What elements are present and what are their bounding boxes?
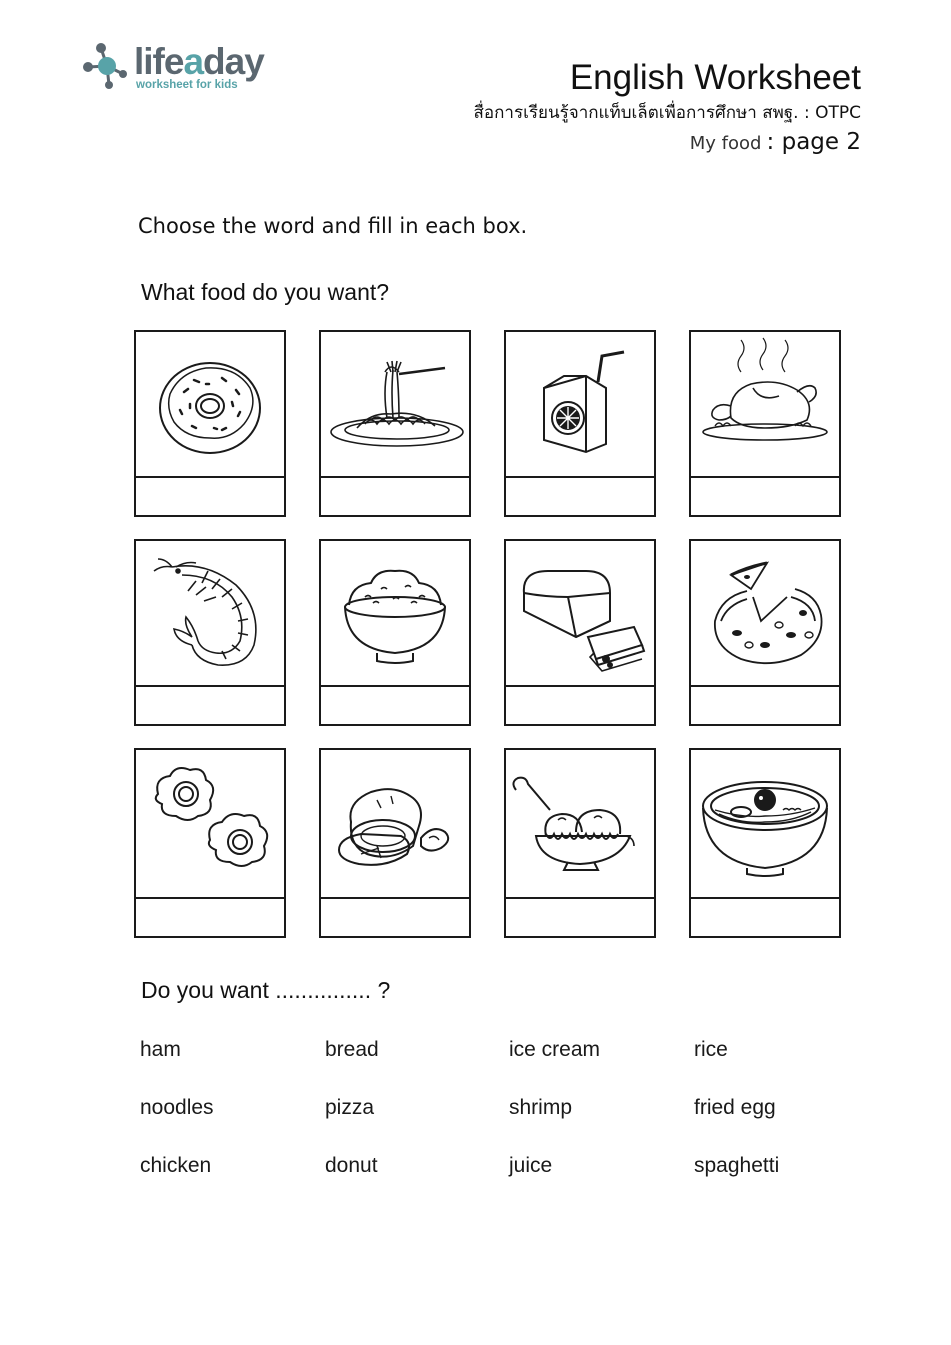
food-card — [134, 330, 286, 517]
food-picture — [136, 750, 284, 899]
bread-loaf-icon — [506, 541, 654, 683]
logo-wordmark: lifeaday — [134, 41, 264, 82]
word-bank-item: chicken — [140, 1154, 212, 1177]
food-card — [319, 748, 471, 938]
food-picture — [691, 750, 839, 899]
food-picture — [321, 541, 469, 687]
juice-box-icon — [506, 332, 654, 474]
roast-chicken-icon — [691, 332, 839, 474]
page-number: : page 2 — [766, 129, 861, 155]
answer-box[interactable] — [321, 685, 469, 724]
food-picture — [506, 750, 654, 899]
food-card — [319, 330, 471, 517]
rice-bowl-icon — [321, 541, 469, 683]
answer-box[interactable] — [506, 476, 654, 515]
answer-box[interactable] — [691, 897, 839, 936]
answer-box[interactable] — [321, 897, 469, 936]
word-bank-item: bread — [325, 1038, 379, 1061]
ice-cream-icon — [506, 750, 654, 892]
page-indicator — [690, 128, 861, 158]
word-bank-item: fried egg — [694, 1096, 776, 1119]
logo-tagline: worksheet for kids — [136, 79, 238, 91]
word-bank-item: shrimp — [509, 1096, 573, 1119]
page-label: My food — [689, 133, 762, 154]
answer-box[interactable] — [691, 476, 839, 515]
picture-grid — [134, 330, 843, 938]
food-card — [134, 748, 286, 938]
pizza-icon — [691, 541, 839, 683]
prompt-sentence: Do you want ............... ? — [141, 977, 391, 1003]
spaghetti-icon — [321, 332, 469, 474]
food-picture — [506, 332, 654, 478]
question-heading: What food do you want? — [141, 279, 390, 305]
word-bank-item: ham — [140, 1038, 181, 1061]
food-picture — [691, 332, 839, 478]
worksheet-title: English Worksheet — [569, 58, 861, 97]
answer-box[interactable] — [136, 685, 284, 724]
fried-eggs-icon — [136, 750, 284, 892]
noodle-bowl-icon — [691, 750, 839, 892]
word-bank-item: juice — [509, 1154, 553, 1177]
word-bank-item: ice cream — [509, 1038, 601, 1061]
donut-icon — [136, 332, 284, 474]
worksheet-subtitle: สื่อการเรียนรู้จากแท็บเล็ตเพื่อการศึกษา สพฐ. : OTPC — [473, 103, 861, 123]
food-card — [319, 539, 471, 726]
food-card — [134, 539, 286, 726]
food-card — [689, 330, 841, 517]
food-card — [689, 539, 841, 726]
answer-box[interactable] — [136, 476, 284, 515]
answer-box[interactable] — [506, 897, 654, 936]
food-card — [689, 748, 841, 938]
logo-molecule-icon — [82, 40, 132, 90]
food-card — [504, 539, 656, 726]
word-bank-item: pizza — [325, 1096, 375, 1119]
food-picture — [321, 332, 469, 478]
answer-box[interactable] — [321, 476, 469, 515]
answer-box[interactable] — [506, 685, 654, 724]
food-picture — [321, 750, 469, 899]
shrimp-icon — [136, 541, 284, 683]
food-picture — [136, 541, 284, 687]
answer-box[interactable] — [691, 685, 839, 724]
ham-icon — [321, 750, 469, 892]
instruction-text: Choose the word and fill in each box. — [138, 214, 528, 238]
answer-box[interactable] — [136, 897, 284, 936]
food-picture — [136, 332, 284, 478]
food-picture — [506, 541, 654, 687]
word-bank-item: noodles — [140, 1096, 214, 1119]
food-card — [504, 330, 656, 517]
food-card — [504, 748, 656, 938]
logo — [82, 40, 282, 94]
food-picture — [691, 541, 839, 687]
word-bank-item: spaghetti — [694, 1154, 780, 1177]
word-bank-item: rice — [694, 1038, 728, 1061]
word-bank-item: donut — [325, 1154, 378, 1177]
